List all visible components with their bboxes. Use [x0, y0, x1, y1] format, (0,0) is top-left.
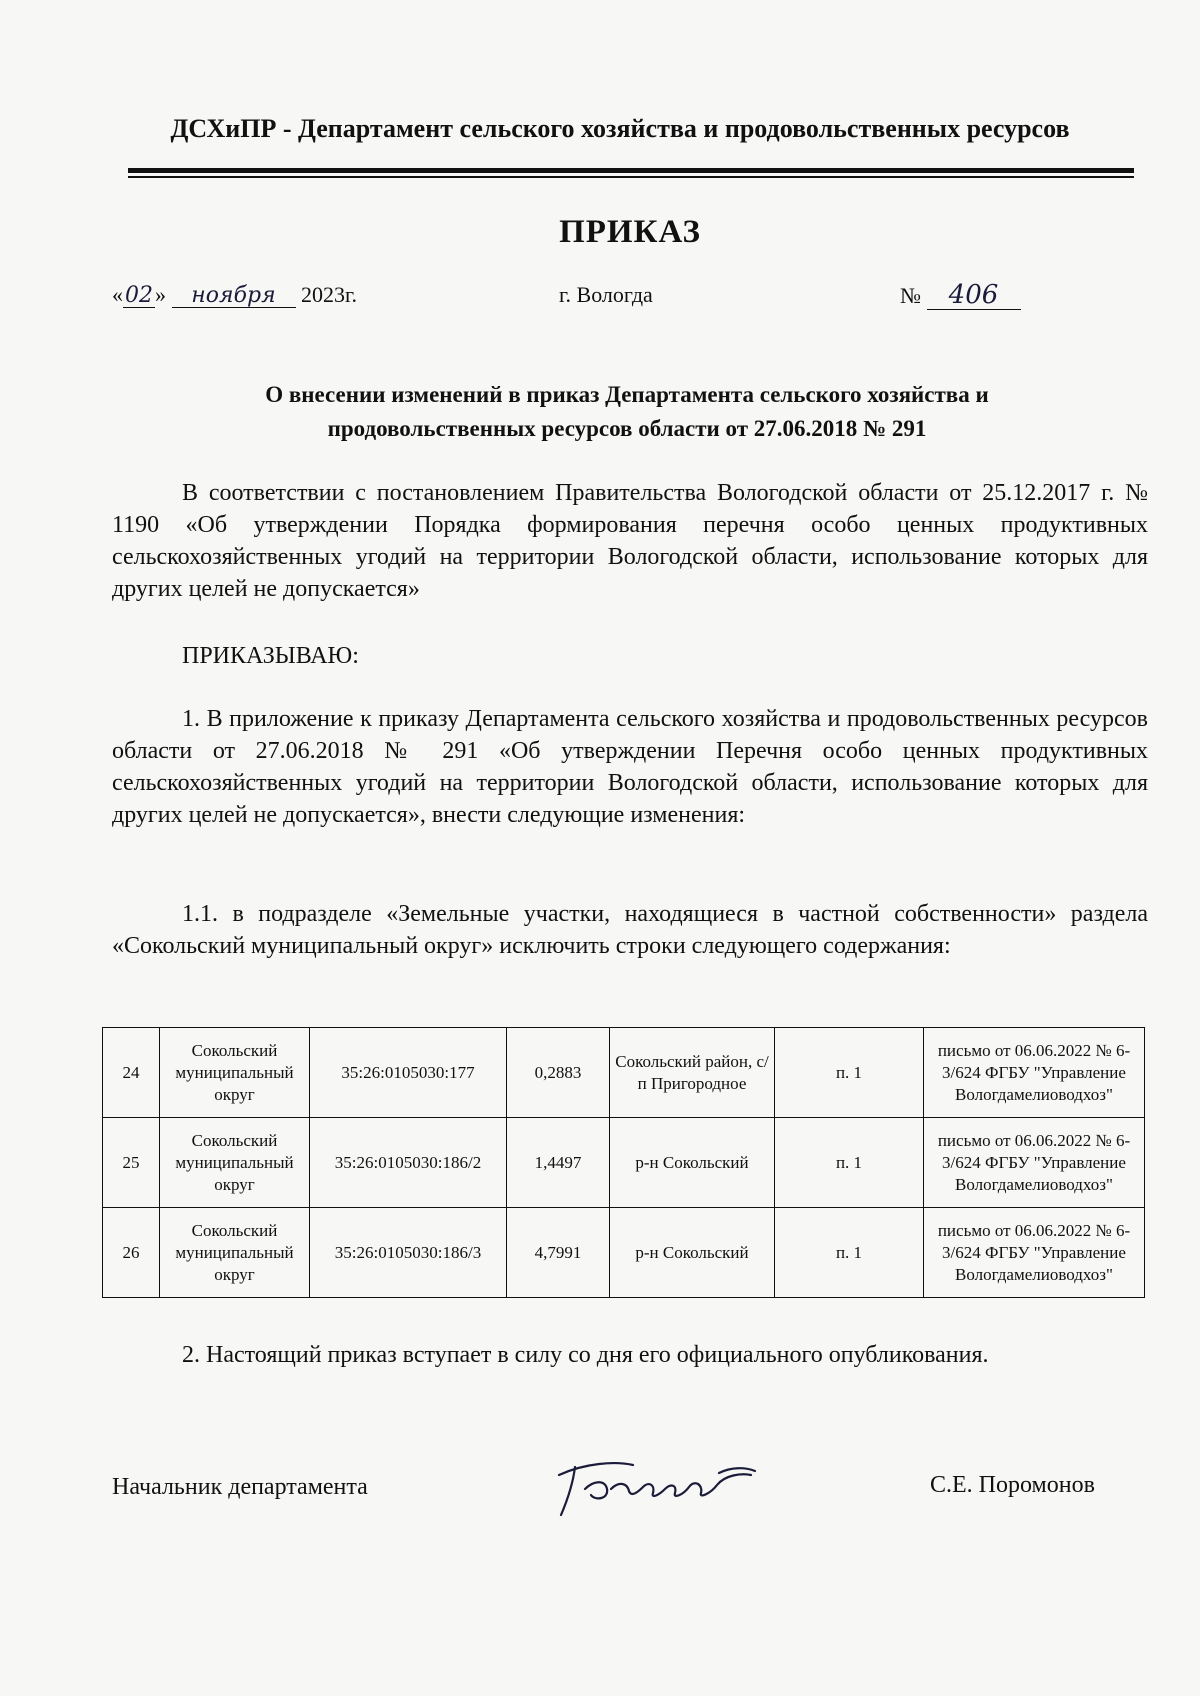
basis-cell: письмо от 06.06.2022 № 6-3/624 ФГБУ "Управление Вологдамелиоводхоз" — [924, 1028, 1145, 1118]
date-day: 02 — [125, 283, 153, 308]
table-row — [103, 1118, 1145, 1208]
document-subject — [112, 378, 1142, 446]
item-2-paragraph: 2. Настоящий приказ вступает в силу со дня его официального опубликования. — [182, 1342, 989, 1368]
document-date — [112, 282, 357, 308]
municipality-cell: Сокольский муниципальный округ — [160, 1118, 310, 1208]
municipality-cell: Сокольский муниципальный округ — [160, 1028, 310, 1118]
clause-cell: п. 1 — [775, 1208, 924, 1298]
table-row — [103, 1028, 1145, 1118]
organization-header: ДСХиПР - Департамент сельского хозяйства и продовольственных ресурсов — [170, 114, 1070, 143]
legal-basis-paragraph: В соответствии с постановлением Правительства Вологодской области от 25.12.2017 г. № 1190 «Об утверждении Порядка формирования перечня особо ценных продуктивных сельскохозяйственных угодий на территории Вологодской области, использование которых для других целей не допускается» — [112, 480, 1148, 602]
area-cell: 4,7991 — [507, 1208, 610, 1298]
order-word: ПРИКАЗЫВАЮ: — [182, 643, 359, 669]
number-label: № — [900, 283, 921, 308]
location-cell: р-н Сокольский — [610, 1208, 775, 1298]
basis-cell: письмо от 06.06.2022 № 6-3/624 ФГБУ "Управление Вологдамелиоводхоз" — [924, 1118, 1145, 1208]
header-rule-thin — [128, 176, 1134, 178]
cadastral-number-cell: 35:26:0105030:177 — [310, 1028, 507, 1118]
date-suffix: г. — [345, 282, 358, 307]
document-number — [900, 282, 1021, 310]
item-1-1-paragraph: 1.1. в подразделе «Земельные участки, находящиеся в частной собственности» раздела «Сокольский муниципальный округ» исключить строки следующего содержания: — [112, 901, 1148, 959]
row-number: 24 — [103, 1028, 160, 1118]
subject-line-2: продовольственных ресурсов области от 27.06.2018 № 291 — [327, 416, 927, 441]
row-number: 25 — [103, 1118, 160, 1208]
document-city: г. Вологда — [559, 282, 653, 307]
signatory-position: Начальник департамента — [112, 1474, 368, 1500]
signatory-name: С.Е. Поромонов — [930, 1472, 1095, 1498]
date-close-quote: » — [155, 282, 166, 307]
subject-line-1: О внесении изменений в приказ Департамента сельского хозяйства и — [265, 382, 989, 407]
area-cell: 0,2883 — [507, 1028, 610, 1118]
document-type-title: ПРИКАЗ — [559, 214, 701, 250]
number-value: 406 — [927, 282, 1021, 310]
handwritten-signature — [545, 1445, 765, 1525]
date-open-quote: « — [112, 282, 123, 307]
municipality-cell: Сокольский муниципальный округ — [160, 1208, 310, 1298]
location-cell: Сокольский район, с/п Пригородное — [610, 1028, 775, 1118]
table-row — [103, 1208, 1145, 1298]
row-number: 26 — [103, 1208, 160, 1298]
area-cell: 1,4497 — [507, 1118, 610, 1208]
date-year: 2023 — [301, 282, 345, 307]
clause-cell: п. 1 — [775, 1028, 924, 1118]
cadastral-number-cell: 35:26:0105030:186/2 — [310, 1118, 507, 1208]
date-month: ноября — [172, 284, 296, 308]
cadastral-number-cell: 35:26:0105030:186/3 — [310, 1208, 507, 1298]
header-rule-thick — [128, 168, 1134, 173]
clause-cell: п. 1 — [775, 1118, 924, 1208]
excluded-rows-table — [102, 1027, 1145, 1298]
basis-cell: письмо от 06.06.2022 № 6-3/624 ФГБУ "Управление Вологдамелиоводхоз" — [924, 1208, 1145, 1298]
item-1-paragraph: 1. В приложение к приказу Департамента сельского хозяйства и продовольственных ресурсов области от 27.06.2018 № 291 «Об утверждении Перечня особо ценных продуктивных сельскохозяйственных угодий на территории Вологодской области, использование которых для других целей не допускается», внести следующие изменения: — [112, 706, 1148, 828]
location-cell: р-н Сокольский — [610, 1118, 775, 1208]
